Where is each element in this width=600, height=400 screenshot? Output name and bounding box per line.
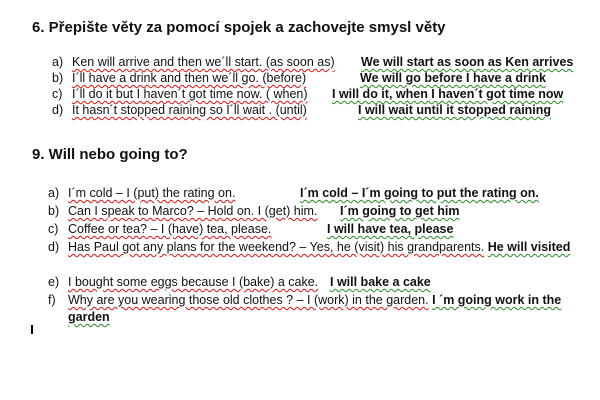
item-answer: I will wait until it stopped raining: [358, 103, 552, 117]
list-item: [48, 221, 593, 239]
list-item: [48, 274, 593, 292]
item-answer: I will have tea, please: [327, 222, 454, 236]
item-marker: d): [48, 240, 60, 254]
section-heading-will-going-to: 9. Will nebo going to?: [32, 146, 188, 163]
item-prompt: I´ll do it but I haven´t got time now. ( when): [72, 87, 308, 101]
item-marker: a): [48, 186, 60, 200]
item-answer: We will go before I have a drink: [360, 71, 546, 85]
item-marker: d): [52, 103, 64, 117]
item-prompt: Why are you wearing those old clothes ? – I (work) in the garden.: [68, 293, 429, 307]
item-answer: I´m going to get him: [340, 204, 460, 218]
list-item: [52, 102, 592, 118]
item-marker: c): [48, 222, 59, 236]
list-item: [48, 239, 593, 274]
text-cursor: [31, 325, 33, 334]
item-answer: He will visited: [487, 240, 571, 254]
rewrite-exercise-list: [52, 54, 592, 118]
item-prompt-and-answer: [68, 239, 578, 256]
item-marker: b): [48, 204, 60, 218]
list-item: [48, 203, 593, 221]
item-answer: I ´m going work in the garden: [68, 293, 562, 324]
item-prompt: I´ll have a drink and then we´ll go. (before): [72, 71, 307, 85]
item-prompt: I´m cold – I (put) the rating on.: [68, 186, 236, 200]
list-item: [52, 70, 592, 86]
list-item: [48, 185, 593, 203]
item-answer: I will do it, when I haven´t got time now: [332, 87, 564, 101]
item-prompt: Coffee or tea? – I (have) tea, please.: [68, 222, 272, 236]
item-prompt: Has Paul got any plans for the weekend? – Yes, he (visit) his grandparents.: [68, 240, 485, 254]
list-item: [52, 86, 592, 102]
item-marker: c): [52, 87, 63, 101]
item-answer: We will start as soon as Ken arrives: [361, 55, 574, 69]
item-answer: I´m cold – I´m going to put the rating on.: [300, 186, 539, 200]
item-answer: I will bake a cake: [330, 275, 431, 289]
list-item: [52, 54, 592, 70]
item-marker: a): [52, 55, 64, 69]
item-marker: b): [52, 71, 64, 85]
item-prompt: Ken will arrive and then we´ll start. (as soon as): [72, 55, 335, 69]
item-marker: e): [48, 275, 60, 289]
item-prompt: I bought some eggs because I (bake) a cake.: [68, 275, 319, 289]
list-item: [48, 292, 593, 327]
item-prompt-and-answer: [68, 292, 578, 326]
item-marker: f): [48, 293, 56, 307]
section-heading-rewrite: 6. Přepište věty za pomocí spojek a zachovejte smysl věty: [32, 19, 446, 36]
item-prompt: Can I speak to Marco? – Hold on. I (get) him.: [68, 204, 318, 218]
item-prompt: It hasn´t stopped raining so I´ll wait . (until): [72, 103, 307, 117]
will-going-to-exercise-list: [48, 185, 593, 327]
